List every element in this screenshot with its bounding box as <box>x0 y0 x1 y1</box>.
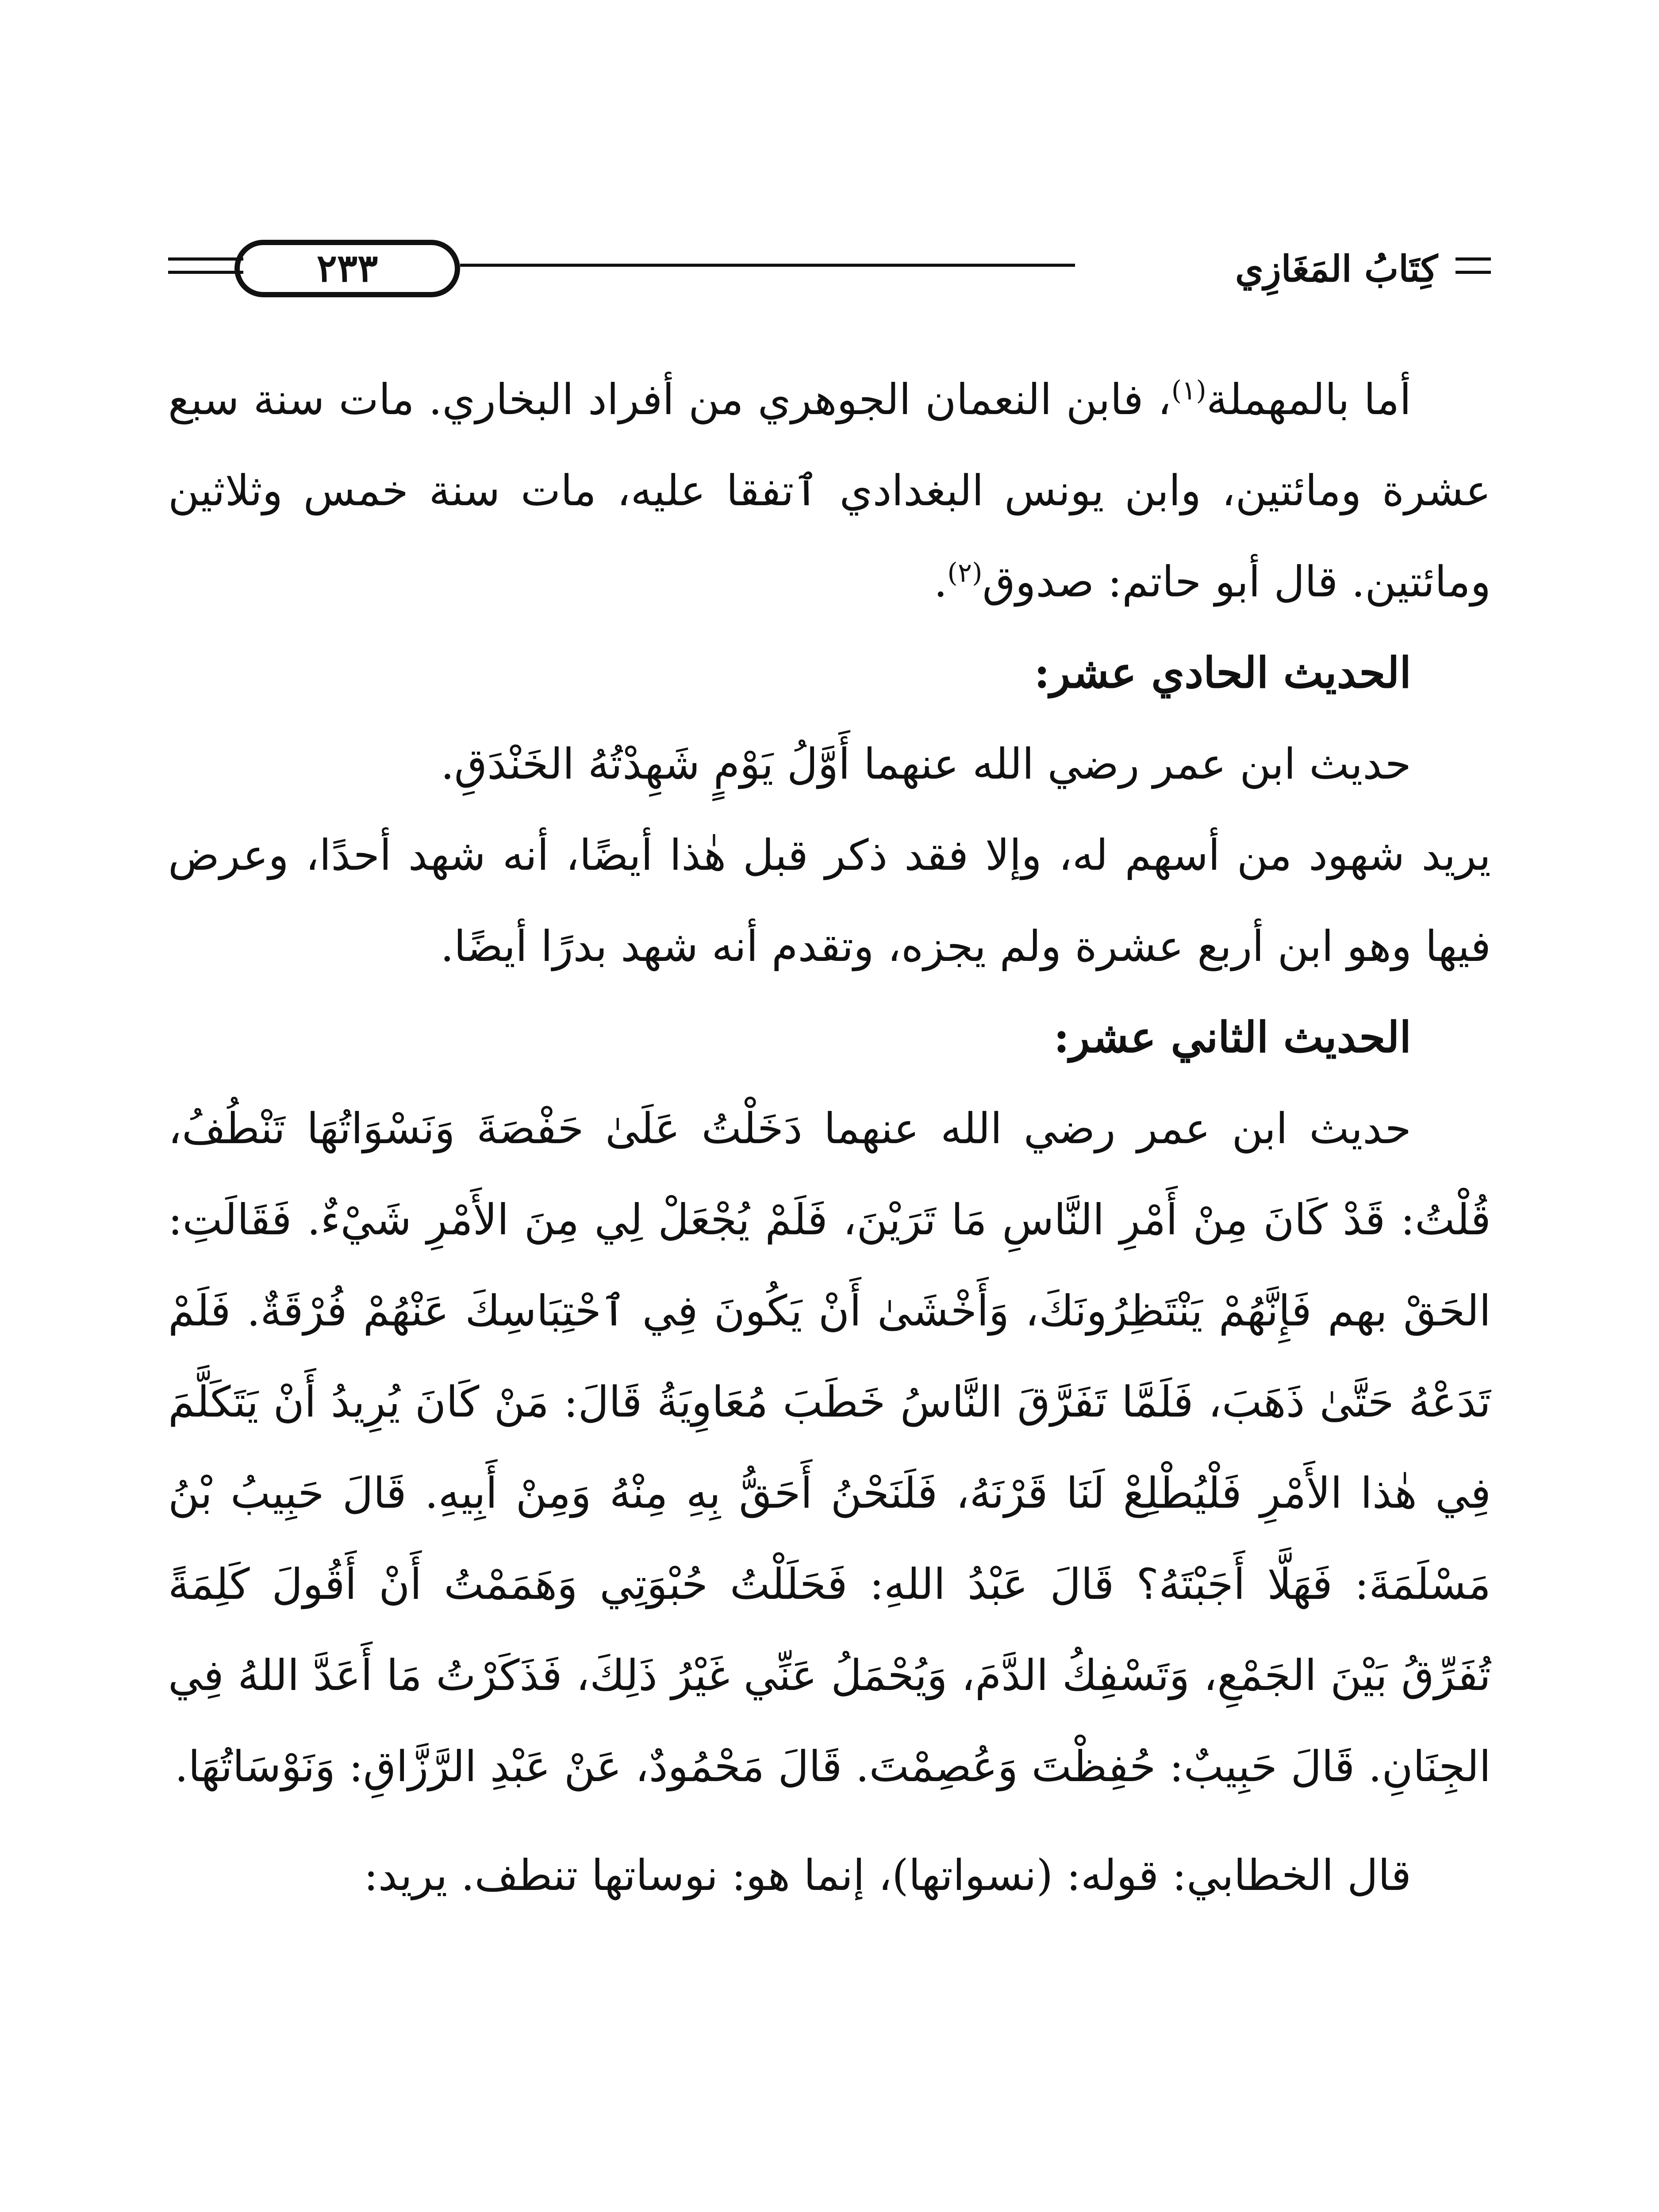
paragraph-2: حديث ابن عمر رضي الله عنهما أَوَّلُ يَوْمٍ شَهِدْتُهُ الخَنْدَقِ. <box>441 739 1411 789</box>
main-text <box>168 354 1491 1921</box>
header-rule-right-top <box>1455 257 1491 261</box>
footnote-ref-1[interactable]: (١) <box>1171 375 1206 406</box>
paragraph-3: يريد شهود من أسهم له، وإلا فقد ذكر قبل هٰذا أيضًا، أنه شهد أحدًا، وعرض فيها وهو ابن أربع عشرة ولم يجزه، وتقدم أنه شهد بدرًا أيضًا. <box>168 830 1491 971</box>
section-heading-11: الحديث الحادي عشر: <box>1034 648 1411 698</box>
paragraph-1 <box>168 354 1491 627</box>
paragraph-4: حديث ابن عمر رضي الله عنهما دَخَلْتُ عَلَىٰ حَفْصَةَ وَنَسْوَاتُهَا تَنْطُفُ، قُلْتُ: قَدْ كَانَ مِنْ أَمْرِ النَّاسِ مَا تَرَيْنَ، فَلَمْ يُجْعَلْ لِي مِنَ الأَمْرِ شَيْءٌ. فَقَالَتِ: الحَقْ بهم فَإِنَّهُمْ يَنْتَظِرُونَكَ، وَأَخْشَىٰ أَنْ يَكُونَ فِي ٱحْتِبَاسِكَ عَنْهُمْ فُرْقَةٌ. فَلَمْ تَدَعْهُ حَتَّىٰ ذَهَبَ، فَلَمَّا تَفَرَّقَ النَّاسُ خَطَبَ مُعَاوِيَةُ قَالَ: مَنْ كَانَ يُرِيدُ أَنْ يَتَكَلَّمَ فِي هٰذا الأَمْرِ فَلْيُطْلِعْ لَنَا قَرْنَهُ، فَلَنَحْنُ أَحَقُّ بِهِ مِنْهُ وَمِنْ أَبِيهِ. قَالَ حَبِيبُ بْنُ مَسْلَمَةَ: فَهَلَّا أَجَبْتَهُ؟ قَالَ عَبْدُ اللهِ: فَحَلَلْتُ حُبْوَتِي وَهَمَمْتُ أَنْ أَقُولَ كَلِمَةً تُفَرِّقُ بَيْنَ الجَمْعِ، وَتَسْفِكُ الدَّمَ، وَيُحْمَلُ عَنِّي غَيْرُ ذَلِكَ، فَذَكَرْتُ مَا أَعَدَّ اللهُ فِي الجِنَانِ. قَالَ حَبِيبٌ: حُفِظْتَ وَعُصِمْتَ. قَالَ مَحْمُودٌ، عَنْ عَبْدِ الرَّزَّاقِ: وَنَوْسَاتُهَا. <box>168 1104 1491 1791</box>
header-rule-right-bottom <box>1455 271 1491 274</box>
paragraph-1-end: . <box>933 557 948 607</box>
header-rule-middle <box>460 264 1075 267</box>
section-heading-12: الحديث الثاني عشر: <box>1053 1012 1411 1062</box>
running-header <box>168 230 1491 310</box>
paragraph-5: قال الخطابي: قوله: (نسواتها)، إنما هو: نوساتها تنطف. يريد: <box>364 1851 1411 1900</box>
header-rule-left-bottom <box>168 271 243 274</box>
paragraph-1-start: أما بالمهملة <box>1206 375 1412 424</box>
page-number: ٢٣٣ <box>316 246 378 291</box>
paragraph-1-middle: ، فابن النعمان الجوهري من أفراد البخاري. مات سنة سبع عشرة ومائتين، وابن يونس البغدادي ٱتفقا عليه، مات سنة خمس وثلاثين ومائتين. قال أبو حاتم: صدوق <box>168 375 1491 607</box>
header-title: كِتَابُ المَغَازِي <box>1235 248 1438 290</box>
header-rule-left-top <box>168 257 243 261</box>
footnote-ref-2[interactable]: (٢) <box>947 557 983 588</box>
page-number-badge <box>234 240 460 297</box>
